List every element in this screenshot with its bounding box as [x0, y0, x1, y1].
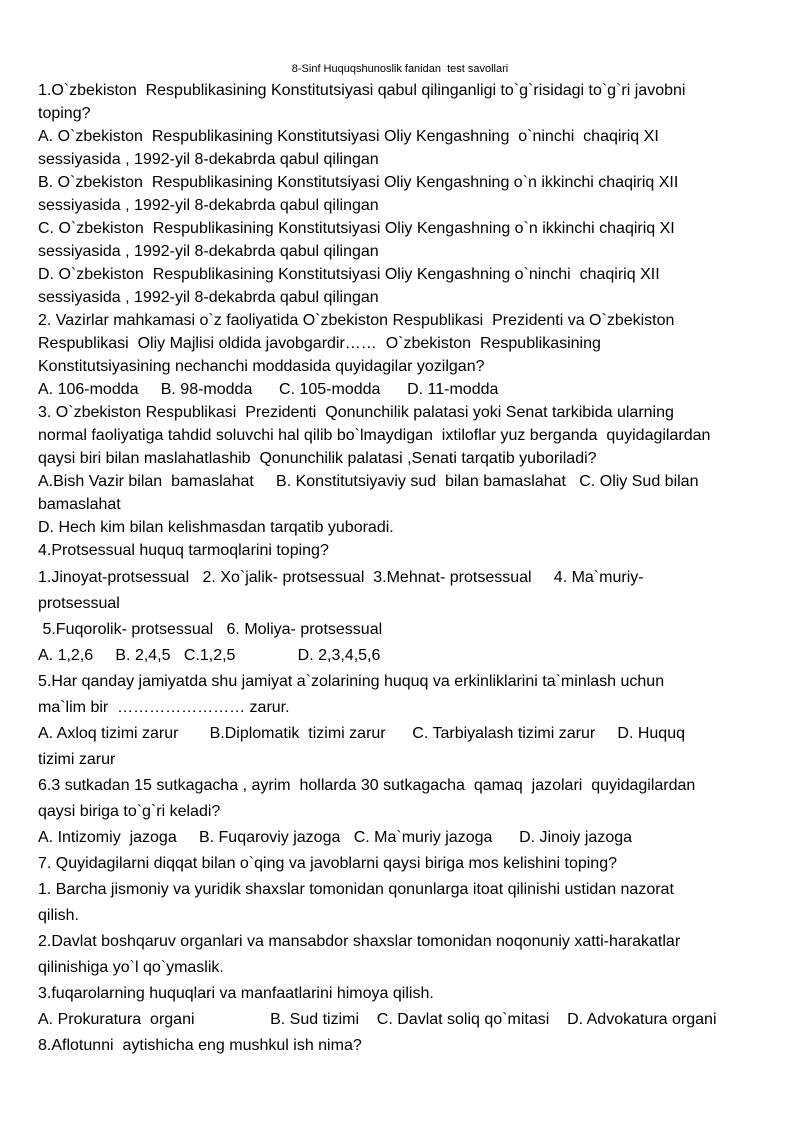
questions-block-1: [38, 79, 778, 562]
text-line: D. O`zbekiston Respublikasining Konstitutsiyasi Oliy Kengashning o`ninchi chaqiriq XII: [38, 266, 660, 283]
text-line: 6.3 sutkadan 15 sutkagacha , ayrim hollarda 30 sutkagacha qamaq jazolari quyidagilardan: [38, 777, 696, 794]
text-line: 4.Protsessual huquq tarmoqlarini toping?: [38, 542, 329, 559]
text-line: A. O`zbekiston Respublikasining Konstitutsiyasi Oliy Kengashning o`ninchi chaqiriq XI: [38, 128, 659, 145]
text-line: 5.Fuqorolik- protsessual 6. Moliya- protsessual: [38, 621, 383, 638]
text-line: A. Axloq tizimi zarur B.Diplomatik tizimi zarur C. Tarbiyalash tizimi zarur D. Huquq: [38, 725, 685, 742]
questions-block-2: [38, 565, 778, 1059]
text-line: qilinishiga yo`l qo`ymaslik.: [38, 959, 224, 976]
text-line: B. O`zbekiston Respublikasining Konstitutsiyasi Oliy Kengashning o`n ikkinchi chaqiriq XII: [38, 174, 679, 191]
text-line: 1.Jinoyat-protsessual 2. Xo`jalik- protsessual 3.Mehnat- protsessual 4. Ma`muriy-: [38, 569, 644, 586]
text-line: sessiyasida , 1992-yil 8-dekabrda qabul qilingan: [38, 151, 379, 168]
text-line: qaysi biriga to`g`ri keladi?: [38, 803, 221, 820]
text-line: 2. Vazirlar mahkamasi o`z faoliyatida O`zbekiston Respublikasi Prezidenti va O`zbekiston: [38, 312, 675, 329]
text-line: C. O`zbekiston Respublikasining Konstitutsiyasi Oliy Kengashning o`n ikkinchi chaqiriq XI: [38, 220, 675, 237]
text-line: A. 1,2,6 B. 2,4,5 C.1,2,5 D. 2,3,4,5,6: [38, 647, 381, 664]
text-line: 3. O`zbekiston Respublikasi Prezidenti Qonunchilik palatasi yoki Senat tarkibida ularning: [38, 404, 674, 421]
text-line: 5.Har qanday jamiyatda shu jamiyat a`zolarining huquq va erkinliklarini ta`minlash uchun: [38, 673, 665, 690]
text-line: sessiyasida , 1992-yil 8-dekabrda qabul qilingan: [38, 243, 379, 260]
text-line: A. Intizomiy jazoga B. Fuqaroviy jazoga C. Ma`muriy jazoga D. Jinoiy jazoga: [38, 829, 633, 846]
text-line: normal faoliyatiga tahdid soluvchi hal qilib bo`lmaydigan ixtiloflar yuz berganda quyidagilardan: [38, 427, 711, 444]
text-line: D. Hech kim bilan kelishmasdan tarqatib yuboradi.: [38, 519, 394, 536]
text-line: 2.Davlat boshqaruv organlari va mansabdor shaxslar tomonidan noqonuniy xatti-harakatlar: [38, 933, 681, 950]
text-line: Konstitutsiyasining nechanchi moddasida quyidagilar yozilgan?: [38, 358, 485, 375]
text-line: toping?: [38, 105, 91, 122]
text-line: A.Bish Vazir bilan bamaslahat B. Konstitutsiyaviy sud bilan bamaslahat C. Oliy Sud bilan: [38, 473, 699, 490]
text-line: qaysi biri bilan maslahatlashib Qonunchilik palatasi ,Senati tarqatib yuboriladi?: [38, 450, 597, 467]
text-line: Respublikasi Oliy Majlisi oldida javobgardir…… O`zbekiston Respublikasining: [38, 335, 601, 352]
text-line: protsessual: [38, 595, 120, 612]
text-line: sessiyasida , 1992-yil 8-dekabrda qabul qilingan: [38, 197, 379, 214]
text-line: 1.O`zbekiston Respublikasining Konstitutsiyasi qabul qilinganligi to`g`risidagi to`g`ri javobni: [38, 82, 686, 99]
text-line: 3.fuqarolarning huquqlari va manfaatlarini himoya qilish.: [38, 985, 434, 1002]
text-line: 1. Barcha jismoniy va yuridik shaxslar tomonidan qonunlarga itoat qilinishi ustidan nazorat: [38, 881, 674, 898]
text-line: sessiyasida , 1992-yil 8-dekabrda qabul qilingan: [38, 289, 379, 306]
text-line: 7. Quyidagilarni diqqat bilan o`qing va javoblarni qaysi biriga mos kelishini toping?: [38, 855, 617, 872]
text-line: A. Prokuratura organi B. Sud tizimi C. Davlat soliq qo`mitasi D. Advokatura organi: [38, 1011, 717, 1028]
text-line: tizimi zarur: [38, 751, 116, 768]
document-title: 8-Sinf Huquqshunoslik fanidan test savollari: [291, 63, 509, 75]
text-line: ma`lim bir …………………… zarur.: [38, 699, 290, 716]
text-line: bamaslahat: [38, 496, 121, 513]
text-line: 8.Aflotunni aytishicha eng mushkul ish nima?: [38, 1037, 362, 1054]
text-line: A. 106-modda B. 98-modda C. 105-modda D. 11-modda: [38, 381, 499, 398]
text-line: qilish.: [38, 907, 79, 924]
